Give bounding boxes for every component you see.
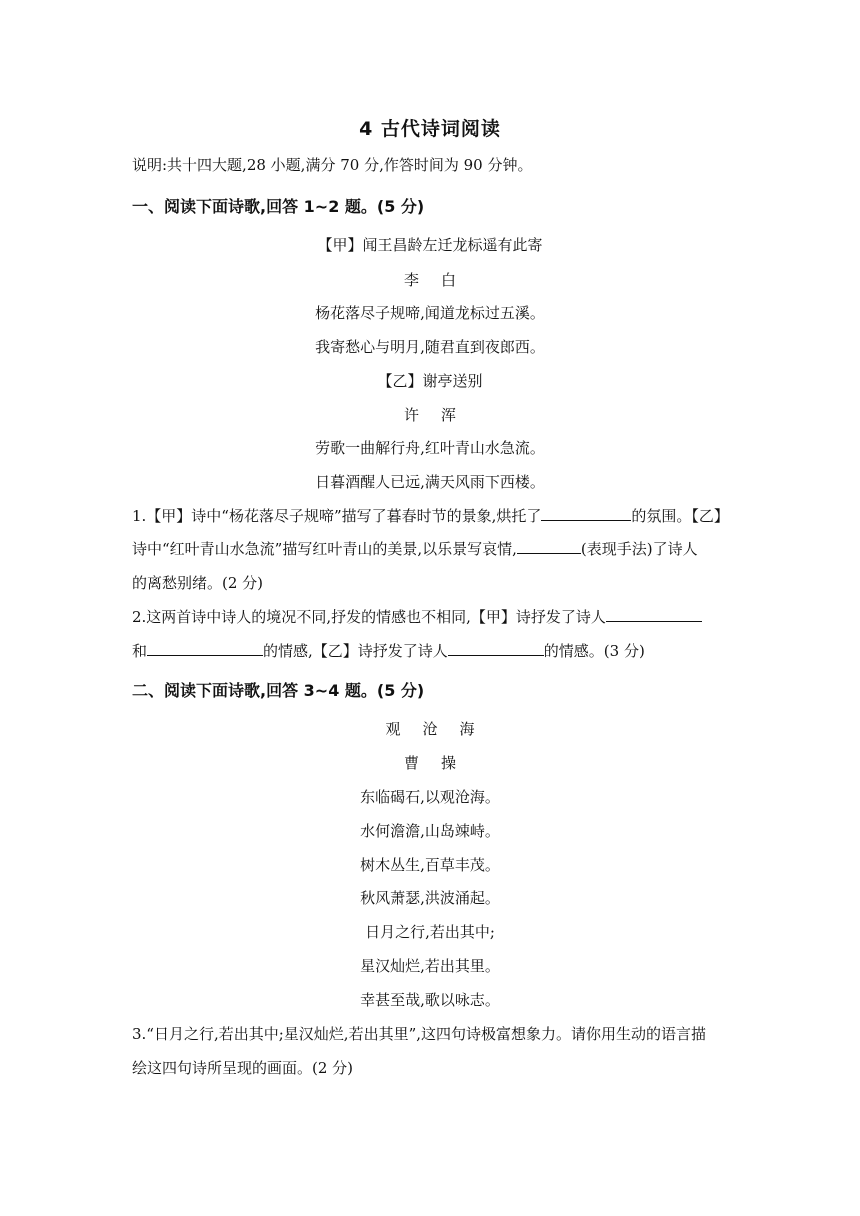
page-title: 4 古代诗词阅读 (359, 118, 501, 140)
question-2-line-2 (132, 641, 645, 661)
poem-author (0, 753, 860, 773)
poem-jia-title: 【甲】闻王昌龄左迁龙标遥有此寄 (317, 236, 543, 254)
poem-line-6: 星汉灿烂,若出其里。 (360, 957, 500, 975)
question-2-text-d: 的情感。(3 分) (543, 642, 645, 660)
question-1-line-3: 的离愁别绪。(2 分) (132, 574, 264, 592)
poem-line-3: 树木丛生,百草丰茂。 (360, 856, 500, 874)
poem-yi-author-char-1: 许 (403, 406, 419, 424)
poem-title-char-2: 沧 (422, 720, 438, 738)
poem-jia-author (0, 270, 860, 290)
answer-blank-q2-c[interactable] (448, 641, 544, 656)
poem-author-char-1: 曹 (403, 754, 419, 772)
question-2-text-a: 2.这两首诗中诗人的境况不同,抒发的情感也不相同,【甲】诗抒发了诗人 (132, 608, 606, 626)
poem-jia-author-char-1: 李 (403, 271, 419, 289)
poem-title-char-3: 海 (459, 720, 475, 738)
question-1-line-1 (132, 506, 729, 526)
question-2-text-c: 的情感,【乙】诗抒发了诗人 (263, 642, 448, 660)
question-1-line-2 (132, 539, 698, 559)
question-1-text-d: (表现手法)了诗人 (580, 540, 698, 558)
poem-jia-line-1: 杨花落尽子规啼,闻道龙标过五溪。 (315, 304, 545, 322)
question-1-text-c: 诗中“红叶青山水急流”描写红叶青山的美景,以乐景写哀情, (132, 540, 517, 558)
poem-jia-line-2: 我寄愁心与明月,随君直到夜郎西。 (315, 338, 545, 356)
question-3-line-1: 3.“日月之行,若出其中;星汉灿烂,若出其里”,这四句诗极富想象力。请你用生动的语言描 (132, 1025, 707, 1043)
question-3-line-2: 绘这四句诗所呈现的画面。(2 分) (132, 1059, 354, 1077)
poem-title-char-1: 观 (385, 720, 401, 738)
answer-blank-q1-b[interactable] (517, 539, 581, 554)
poem-line-2: 水何澹澹,山岛竦峙。 (360, 822, 500, 840)
poem-yi-author (0, 405, 860, 425)
poem-yi-line-2: 日暮酒醒人已远,满天风雨下西楼。 (315, 473, 545, 491)
instructions: 说明:共十四大题,28 小题,满分 70 分,作答时间为 90 分钟。 (132, 156, 533, 174)
poem-line-4: 秋风萧瑟,洪波涌起。 (360, 889, 500, 907)
poem-yi-line-1: 劳歌一曲解行舟,红叶青山水急流。 (315, 439, 545, 457)
answer-blank-q2-b[interactable] (147, 641, 263, 656)
poem-line-1: 东临碣石,以观沧海。 (360, 788, 500, 806)
question-1-text-b: 的氛围。【乙】 (631, 507, 729, 525)
poem-jia-author-char-2: 白 (441, 271, 457, 289)
question-2-text-b: 和 (132, 642, 148, 660)
answer-blank-q1-a[interactable] (541, 506, 631, 521)
poem-title (0, 719, 860, 739)
poem-yi-author-char-2: 浑 (441, 406, 457, 424)
poem-line-7: 幸甚至哉,歌以咏志。 (360, 991, 500, 1009)
question-1-text-a: 1.【甲】诗中“杨花落尽子规啼”描写了暮春时节的景象,烘托了 (132, 507, 542, 525)
answer-blank-q2-a[interactable] (606, 607, 702, 622)
question-2-line-1 (132, 607, 702, 627)
poem-author-char-2: 操 (441, 754, 457, 772)
poem-line-5: 日月之行,若出其中; (365, 923, 495, 941)
poem-yi-title: 【乙】谢亭送别 (377, 372, 483, 390)
section-1-heading: 一、阅读下面诗歌,回答 1~2 题。(5 分) (132, 197, 425, 216)
section-2-heading: 二、阅读下面诗歌,回答 3~4 题。(5 分) (132, 681, 425, 700)
